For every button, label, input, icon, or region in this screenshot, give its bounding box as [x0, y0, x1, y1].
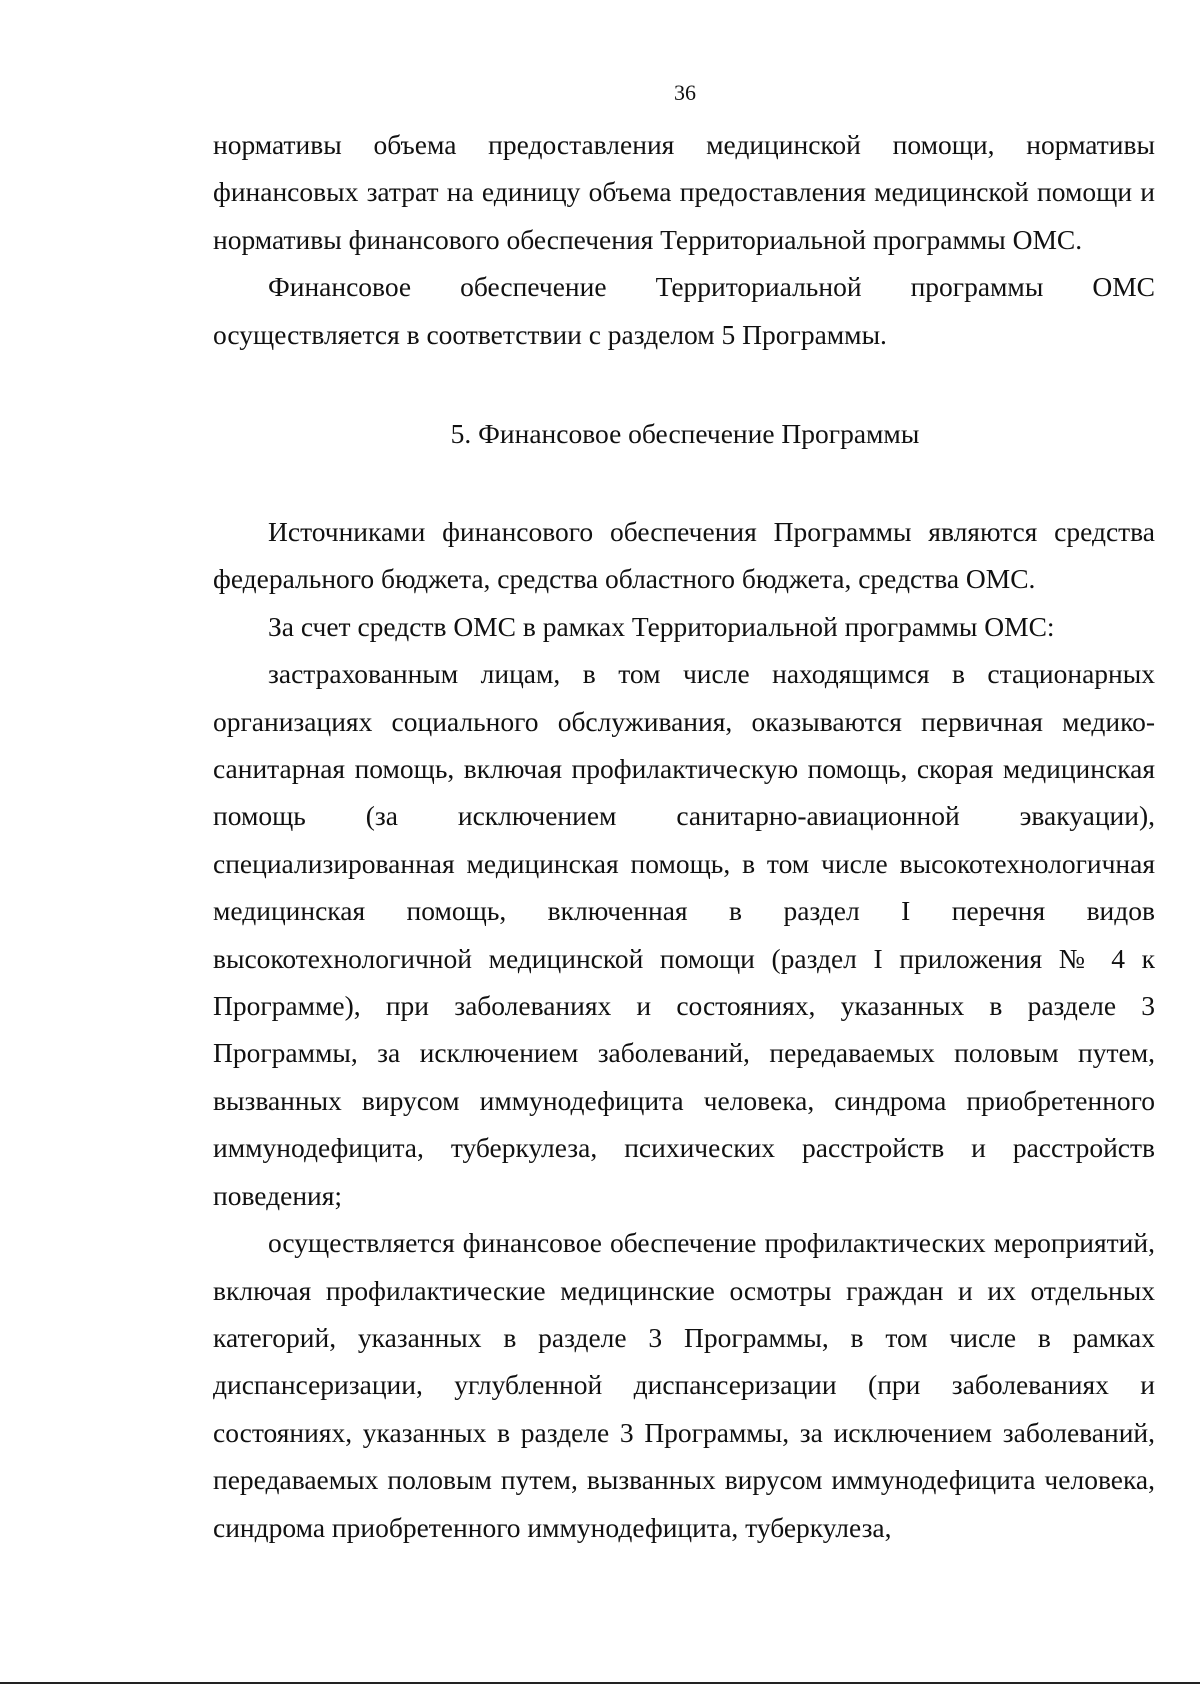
intro-paragraph-continuation: нормативы объема предоставления медицинской помощи, нормативы финансовых затрат на единицу объема предоставления медицинской помощи и нормативы финансового обеспечения Территориальной программы ОМС. [213, 129, 1155, 255]
section-paragraph-insured-persons: застрахованным лицам, в том числе находящимся в стационарных организациях социального обслуживания, оказываются первичная медико-санитарная помощь, включая профилактическую помощь, скорая медицинская помощь (за исключением санитарно-авиационной эвакуации), специализированная медицинская помощь, в том числе высокотехнологичная медицинская помощь, включенная в раздел I перечня видов высокотехнологичной медицинской помощи (раздел I приложения № 4 к Программе), при заболеваниях и состояниях, указанных в разделе 3 Программы, за исключением заболеваний, передаваемых половым путем, вызванных вирусом иммунодефицита человека, синдрома приобретенного иммунодефицита, туберкулеза, психических расстройств и расстройств поведения; [213, 658, 1155, 1211]
page-number: 36 [674, 80, 696, 105]
section-body [213, 508, 1155, 1551]
bottom-rule [0, 1682, 1200, 1684]
intro-text [213, 121, 1155, 358]
intro-paragraph-financing: Финансовое обеспечение Территориальной программы ОМС осуществляется в соответствии с разделом 5 Программы. [213, 271, 1155, 350]
section-paragraph-sources: Источниками финансового обеспечения Программы являются средства федерального бюджета, средства областного бюджета, средства ОМС. [213, 516, 1155, 595]
section-paragraph-preventive-measures: осуществляется финансовое обеспечение профилактических мероприятий, включая профилактические медицинские осмотры граждан и их отдельных категорий, указанных в разделе 3 Программы, в том числе в рамках диспансеризации, углубленной диспансеризации (при заболеваниях и состояниях, указанных в разделе 3 Программы, за исключением заболеваний, передаваемых половым путем, вызванных вирусом иммунодефицита человека, синдрома приобретенного иммунодефицита, туберкулеза, [213, 1227, 1155, 1543]
section-paragraph-oms-intro: За счет средств ОМС в рамках Территориальной программы ОМС: [268, 610, 1055, 642]
section-heading: 5. Финансовое обеспечение Программы [450, 418, 920, 449]
